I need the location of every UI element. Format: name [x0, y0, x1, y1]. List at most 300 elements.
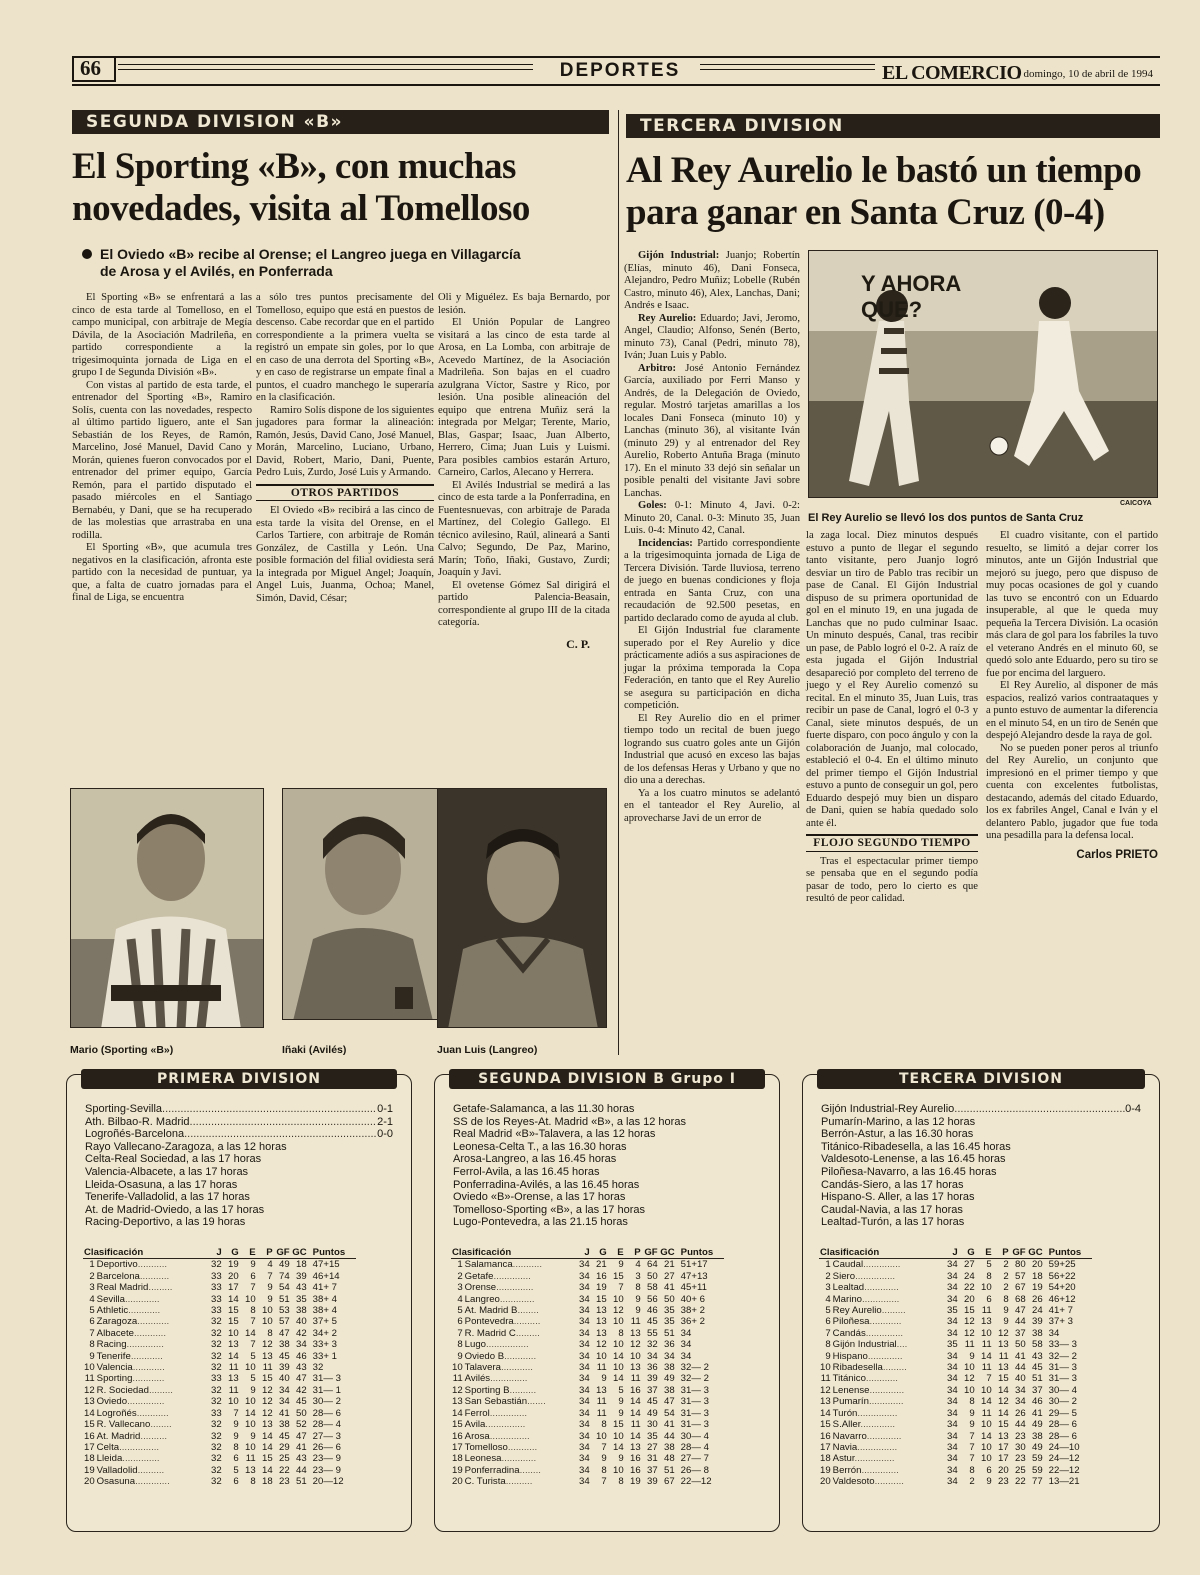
- standings-row: [451, 1362, 724, 1373]
- position-cell: 16: [84, 1430, 95, 1442]
- fixture-score: 2-1: [377, 1115, 393, 1128]
- stat-cell: 11: [981, 1339, 992, 1351]
- fixture-leader-dots: [184, 1128, 377, 1141]
- standings-row: [83, 1453, 356, 1464]
- stat-cell: 34: [579, 1305, 590, 1317]
- team-cell: R. Vallecano........: [96, 1419, 172, 1431]
- stat-cell: 7: [250, 1282, 256, 1294]
- standings-row: [451, 1351, 724, 1362]
- stat-cell: 7: [969, 1441, 975, 1453]
- fixture-teams: Logroñés-Barcelona: [85, 1128, 185, 1141]
- stat-cell: 45: [279, 1430, 290, 1442]
- stat-cell: 15: [964, 1305, 975, 1317]
- points-cell: 40+ 6: [680, 1293, 705, 1305]
- team-cell: Celta...............: [96, 1441, 160, 1453]
- stat-cell: 10: [613, 1293, 624, 1305]
- standings-row: [83, 1408, 356, 1419]
- points-cell: 20—12: [312, 1476, 344, 1488]
- stat-cell: 32: [211, 1430, 222, 1442]
- position-cell: 11: [452, 1373, 463, 1385]
- standings-row: [451, 1259, 724, 1271]
- stat-cell: 3: [635, 1270, 641, 1282]
- stat-cell: 9: [267, 1293, 273, 1305]
- stat-cell: 46: [647, 1305, 658, 1317]
- stat-cell: 10: [262, 1316, 273, 1328]
- team-cell: Valladolid..........: [96, 1464, 165, 1476]
- stat-cell: 9: [601, 1373, 607, 1385]
- stat-cell: 8: [1003, 1293, 1009, 1305]
- points-cell: 33+ 1: [312, 1350, 337, 1362]
- newspaper-logo: EL COMERCIO: [882, 62, 1022, 84]
- points-cell: 30— 4: [1048, 1384, 1077, 1396]
- standings-row: [819, 1339, 1092, 1350]
- standings-row: [83, 1465, 356, 1476]
- standings-row: [83, 1419, 356, 1430]
- stat-cell: 12: [262, 1396, 273, 1408]
- points-cell: 34+ 2: [312, 1327, 337, 1339]
- team-leader-dots: ..........: [509, 1384, 537, 1396]
- stat-cell: 22: [964, 1282, 975, 1294]
- stat-cell: 9: [250, 1430, 256, 1442]
- stat-cell: 34: [579, 1293, 590, 1305]
- team-leader-dots: ...........: [512, 1259, 542, 1271]
- points-cell: 47+13: [680, 1270, 708, 1282]
- left-subhead: [82, 246, 612, 280]
- stat-cell: 34: [1015, 1396, 1026, 1408]
- right-headline-line-1: Al Rey Aurelio le bastó un tiempo: [626, 150, 1142, 191]
- position-cell: 16: [452, 1430, 463, 1442]
- stat-cell: 9: [969, 1419, 975, 1431]
- fixtures-list: [453, 1103, 761, 1229]
- stat-cell: 11: [596, 1407, 607, 1419]
- stat-cell: 19: [228, 1259, 239, 1271]
- standings-row: [819, 1282, 1092, 1293]
- points-cell: 46+14: [312, 1270, 340, 1282]
- stat-cell: 14: [998, 1407, 1009, 1419]
- team-cell: Avila...............: [464, 1419, 526, 1431]
- stat-cell: 14: [262, 1430, 273, 1442]
- stat-cell: 34: [579, 1350, 590, 1362]
- team-leader-dots: .............: [869, 1384, 905, 1396]
- stat-cell: 9: [969, 1407, 975, 1419]
- stat-cell: 13: [596, 1327, 607, 1339]
- points-cell: 34: [1048, 1327, 1060, 1339]
- stat-cell: 14: [630, 1407, 641, 1419]
- stat-cell: 2: [1003, 1282, 1009, 1294]
- stat-cell: 54: [279, 1282, 290, 1294]
- stat-cell: 34: [947, 1476, 958, 1488]
- points-cell: 28— 6: [312, 1407, 341, 1419]
- fixture-row: [453, 1153, 761, 1166]
- stat-cell: 5: [986, 1259, 992, 1271]
- points-cell: 28— 6: [1048, 1430, 1077, 1442]
- team-leader-dots: ............: [136, 1407, 169, 1419]
- fixture-teams: Pumarín-Marino, a las 12 horas: [821, 1115, 976, 1128]
- header-rule-right: [700, 64, 875, 65]
- stat-cell: 32: [211, 1350, 222, 1362]
- stat-cell: 11: [998, 1350, 1009, 1362]
- stat-cell: 9: [618, 1259, 624, 1271]
- standings-row: [819, 1419, 1092, 1430]
- stat-cell: 10: [228, 1327, 239, 1339]
- results-box-title: SEGUNDA DIVISION B Grupo I: [449, 1069, 765, 1089]
- stat-cell: 41: [1015, 1350, 1026, 1362]
- team-leader-dots: .............: [867, 1350, 903, 1362]
- stat-cell: 34: [579, 1407, 590, 1419]
- position-cell: 20: [84, 1476, 95, 1488]
- left-headline-line-2: novedades, visita al Tomelloso: [72, 188, 530, 229]
- standings-row: [83, 1282, 356, 1293]
- position-cell: 17: [84, 1441, 95, 1453]
- standings-row: [819, 1316, 1092, 1327]
- team-cell: Tenerife............: [96, 1350, 163, 1362]
- points-cell: 29— 5: [1048, 1407, 1077, 1419]
- position-cell: 12: [820, 1384, 831, 1396]
- stat-cell: 22: [1015, 1476, 1026, 1488]
- fixture-row: [821, 1103, 1141, 1116]
- stat-cell: 49: [1032, 1419, 1043, 1431]
- standings-header: P: [625, 1247, 642, 1259]
- right-col1-label: Rey Aurelio:: [638, 312, 697, 324]
- stat-cell: 32: [211, 1259, 222, 1271]
- standings-row: [83, 1271, 356, 1282]
- left-col1-p3: El Sporting «B», que acumula tres negativos en la clasificación, afronta este partido con la necesidad de puntuar, ya que, a falta de cuatro jornadas para el final de Liga, se encuentra: [72, 542, 252, 603]
- stat-cell: 30: [1015, 1441, 1026, 1453]
- standings-row: [83, 1259, 356, 1271]
- standings-row: [451, 1282, 724, 1293]
- stat-cell: 8: [601, 1419, 607, 1431]
- points-cell: 27— 3: [312, 1430, 341, 1442]
- team-cell: Logroñés............: [96, 1407, 169, 1419]
- fixture-teams: SS de los Reyes-At. Madrid «B», a las 12 horas: [453, 1115, 686, 1128]
- stat-cell: 22: [279, 1464, 290, 1476]
- stat-cell: 10: [613, 1362, 624, 1374]
- points-cell: 45+11: [680, 1282, 707, 1294]
- left-col3-p2: El Unión Popular de Langreo visitará a las cinco de esta tarde al Arosa, en La Lomba, con arbitraje de Acevedo Martínez, de la Asociación Madrileña. Son bajas en el cuadro azulgrana Víctor, Sastre y Rico, por lesión. Una posible alineación del equipo que entrena Muñiz será la integrada por Melgar; Terente, Mario, Blas, Gaspar; Isaac, Juan Alberto, Herrero, Cima; Juan Luis y Luismi. Para posibles cambios estarán Arturo, Carneiro, Carlos, Alecano y Herrera.: [438, 317, 610, 478]
- team-cell: Talavera............: [464, 1362, 533, 1374]
- points-cell: 26— 6: [312, 1441, 341, 1453]
- stat-cell: 8: [986, 1270, 992, 1282]
- stat-cell: 17: [998, 1441, 1009, 1453]
- standings-row: [819, 1453, 1092, 1464]
- standings-row: [83, 1316, 356, 1327]
- points-cell: 22—12: [1048, 1464, 1080, 1476]
- fixture-row: [453, 1166, 761, 1179]
- left-col-3: [438, 292, 610, 650]
- position-cell: 3: [89, 1282, 95, 1294]
- stat-cell: 32: [211, 1453, 222, 1465]
- stat-cell: 7: [969, 1453, 975, 1465]
- position-cell: 11: [84, 1373, 95, 1385]
- left-col3-p1: Oli y Miguélez. Es baja Bernardo, por lesión.: [438, 292, 610, 316]
- stat-cell: 47: [1015, 1305, 1026, 1317]
- stat-cell: 8: [250, 1476, 256, 1488]
- standings-header: Puntos: [1044, 1247, 1092, 1259]
- fixture-teams: Ponferradina-Avilés, a las 16.45 horas: [453, 1178, 640, 1191]
- stat-cell: 26: [1032, 1293, 1043, 1305]
- standings-row: [451, 1476, 724, 1487]
- stat-cell: 14: [981, 1396, 992, 1408]
- team-cell: Barcelona...........: [96, 1270, 170, 1282]
- team-cell: Arosa...............: [464, 1430, 530, 1442]
- standings-table: [83, 1247, 356, 1488]
- stat-cell: 34: [579, 1270, 590, 1282]
- stat-cell: 34: [579, 1259, 590, 1271]
- stat-cell: 8: [635, 1282, 641, 1294]
- stat-cell: 10: [981, 1327, 992, 1339]
- standings-row: [451, 1339, 724, 1350]
- team-leader-dots: ........: [150, 1419, 172, 1431]
- standings-row: [83, 1328, 356, 1339]
- position-cell: 19: [84, 1464, 95, 1476]
- stat-cell: 44: [296, 1464, 307, 1476]
- team-leader-dots: ...........: [139, 1270, 170, 1282]
- stat-cell: 6: [233, 1476, 239, 1488]
- stat-cell: 39: [647, 1373, 658, 1385]
- fixture-teams: Ath. Bilbao-R. Madrid: [85, 1115, 190, 1128]
- position-cell: 12: [84, 1384, 95, 1396]
- team-leader-dots: .............: [135, 1476, 170, 1488]
- team-leader-dots: ............: [500, 1362, 533, 1374]
- team-leader-dots: ..............: [489, 1407, 528, 1419]
- points-cell: 41+ 7: [1048, 1305, 1073, 1317]
- stat-cell: 13: [998, 1362, 1009, 1374]
- fixture-row: [85, 1191, 393, 1204]
- fixture-row: [821, 1166, 1141, 1179]
- points-cell: 31— 3: [1048, 1373, 1077, 1385]
- fixture-row: [821, 1116, 1141, 1129]
- position-cell: 19: [452, 1464, 463, 1476]
- stat-cell: 34: [947, 1373, 958, 1385]
- points-cell: 30— 2: [312, 1396, 341, 1408]
- position-cell: 2: [825, 1270, 831, 1282]
- stat-cell: 35: [947, 1305, 958, 1317]
- stat-cell: 34: [947, 1453, 958, 1465]
- stat-cell: 13: [262, 1419, 273, 1431]
- position-cell: 20: [820, 1476, 831, 1488]
- photo-mario: [70, 788, 264, 1028]
- stat-cell: 8: [601, 1464, 607, 1476]
- stat-cell: 13: [262, 1350, 273, 1362]
- position-cell: 14: [820, 1407, 831, 1419]
- stat-cell: 45: [296, 1396, 307, 1408]
- team-cell: Gijón Industrial....: [832, 1339, 908, 1351]
- team-leader-dots: ..............: [496, 1282, 534, 1294]
- standings-row: [83, 1385, 356, 1396]
- fixture-teams: Caudal-Navia, a las 17 horas: [821, 1203, 963, 1216]
- stat-cell: 41: [664, 1282, 675, 1294]
- team-cell: Zaragoza............: [96, 1316, 170, 1328]
- position-cell: 11: [820, 1373, 831, 1385]
- stat-cell: 7: [601, 1441, 607, 1453]
- fixture-row: [85, 1141, 393, 1154]
- stat-cell: 33: [211, 1293, 222, 1305]
- team-leader-dots: ............: [134, 1327, 167, 1339]
- fixture-teams: Berrón-Astur, a las 16.30 horas: [821, 1128, 974, 1141]
- stat-cell: 47: [664, 1396, 675, 1408]
- stat-cell: 34: [947, 1464, 958, 1476]
- fixture-row: [85, 1103, 393, 1116]
- stat-cell: 7: [233, 1407, 239, 1419]
- stat-cell: 34: [579, 1476, 590, 1488]
- fixture-row: [453, 1103, 761, 1116]
- stat-cell: 44: [664, 1430, 675, 1442]
- stat-cell: 41: [664, 1419, 675, 1431]
- stat-cell: 13: [596, 1316, 607, 1328]
- stat-cell: 8: [969, 1396, 975, 1408]
- stat-cell: 14: [613, 1350, 624, 1362]
- team-leader-dots: ..............: [863, 1259, 901, 1271]
- stat-cell: 36: [664, 1339, 675, 1351]
- stat-cell: 10: [981, 1282, 992, 1294]
- team-cell: Siero...............: [832, 1270, 896, 1282]
- stat-cell: 32: [211, 1419, 222, 1431]
- team-cell: Athletic............: [96, 1305, 161, 1317]
- team-leader-dots: ..............: [493, 1270, 531, 1282]
- stat-cell: 12: [998, 1327, 1009, 1339]
- standings-row: [83, 1351, 356, 1362]
- stat-cell: 9: [635, 1293, 641, 1305]
- stat-cell: 12: [262, 1384, 273, 1396]
- stat-cell: 13: [998, 1430, 1009, 1442]
- page-number: 66: [80, 56, 101, 80]
- stat-cell: 10: [262, 1305, 273, 1317]
- stat-cell: 23: [998, 1476, 1009, 1488]
- stat-cell: 45: [279, 1350, 290, 1362]
- stat-cell: 9: [1003, 1316, 1009, 1328]
- team-cell: Real Madrid.........: [96, 1282, 173, 1294]
- stat-cell: 40: [279, 1373, 290, 1385]
- team-leader-dots: .............: [864, 1282, 899, 1294]
- stat-cell: 11: [596, 1396, 607, 1408]
- fixture-row: [85, 1128, 393, 1141]
- team-cell: Tomelloso...........: [464, 1441, 538, 1453]
- right-col1-label: Goles:: [638, 500, 667, 511]
- stat-cell: 39: [647, 1476, 658, 1488]
- stat-cell: 41: [279, 1407, 290, 1419]
- team-leader-dots: ..............: [865, 1327, 904, 1339]
- banner-text: Y AHORA QUE?: [861, 271, 961, 322]
- stat-cell: 57: [1015, 1270, 1026, 1282]
- stat-cell: 37: [647, 1464, 658, 1476]
- standings-row: [83, 1339, 356, 1350]
- stat-cell: 10: [613, 1430, 624, 1442]
- right-col3-p2: El Rey Aurelio, al disponer de más espacios, realizó varios contraataques y a punto estuvo de aumentar la diferencia en el minuto 54, en un tiro de Senén que despejó Alejandro desde la raya de gol.: [986, 680, 1158, 741]
- team-leader-dots: ..............: [862, 1293, 900, 1305]
- stat-cell: 55: [647, 1327, 658, 1339]
- stat-cell: 12: [964, 1373, 975, 1385]
- stat-cell: 8: [233, 1441, 239, 1453]
- standings-header: G: [591, 1247, 608, 1259]
- points-cell: 22—12: [680, 1476, 712, 1488]
- team-cell: Ribadesella.........: [832, 1362, 907, 1374]
- otros-partidos-title: OTROS PARTIDOS: [256, 484, 434, 502]
- stat-cell: 34: [947, 1362, 958, 1374]
- team-cell: Avilés..............: [464, 1373, 528, 1385]
- fixture-teams: Rayo Vallecano-Zaragoza, a las 12 horas: [85, 1140, 287, 1153]
- stat-cell: 34: [647, 1350, 658, 1362]
- stat-cell: 15: [228, 1305, 239, 1317]
- team-leader-dots: ...............: [857, 1441, 898, 1453]
- fixture-row: [453, 1116, 761, 1129]
- fixture-row: [821, 1141, 1141, 1154]
- stat-cell: 13: [228, 1339, 239, 1351]
- stat-cell: 32: [211, 1476, 222, 1488]
- points-cell: 31— 3: [1048, 1362, 1077, 1374]
- header-rule-left-2: [118, 69, 533, 70]
- standings-row: [451, 1328, 724, 1339]
- stat-cell: 11: [228, 1362, 239, 1374]
- stat-cell: 15: [998, 1419, 1009, 1431]
- position-cell: 8: [825, 1339, 831, 1351]
- stat-cell: 20: [1032, 1259, 1043, 1271]
- stat-cell: 7: [601, 1476, 607, 1488]
- stat-cell: 35: [296, 1293, 307, 1305]
- stat-cell: 23: [279, 1476, 290, 1488]
- position-cell: 4: [89, 1293, 95, 1305]
- stat-cell: 34: [579, 1362, 590, 1374]
- fixture-teams: Leonesa-Celta T., a las 16.30 horas: [453, 1140, 627, 1153]
- team-cell: C. Turista..........: [464, 1476, 533, 1488]
- team-leader-dots: ...........: [507, 1441, 538, 1453]
- standings-header: J: [942, 1247, 959, 1259]
- points-cell: 30— 2: [1048, 1396, 1077, 1408]
- position-cell: 13: [452, 1396, 463, 1408]
- stat-cell: 10: [596, 1350, 607, 1362]
- stat-cell: 10: [245, 1293, 256, 1305]
- stat-cell: 11: [630, 1419, 641, 1431]
- stat-cell: 14: [630, 1396, 641, 1408]
- stat-cell: 14: [630, 1430, 641, 1442]
- header-rule-right-2: [700, 69, 875, 70]
- left-col1-p2: Con vistas al partido de esta tarde, el entrenador del Sporting «B», Ramiro Solís, cuenta con las novedades, respecto al último partido liguero, ante el San Sebastián de los Reyes, de Ramón, Marcelino, José Manuel, David Cano y Morán, quienes fueron convocados por el entrenador del primer equipo, García Remón, para el partido disputado el pasado miércoles en el Santiago Bernabéu, y Dani, que se ha recuperado de las molestias que arrastraba en una rodilla.: [72, 379, 252, 541]
- points-cell: 31— 3: [680, 1384, 709, 1396]
- points-cell: 24—10: [1048, 1441, 1080, 1453]
- position-cell: 6: [825, 1316, 831, 1328]
- position-cell: 19: [820, 1464, 831, 1476]
- stat-cell: 37: [1032, 1384, 1043, 1396]
- points-cell: 28— 6: [1048, 1419, 1077, 1431]
- stat-cell: 54: [664, 1407, 675, 1419]
- stat-cell: 11: [964, 1339, 975, 1351]
- position-cell: 10: [84, 1362, 95, 1374]
- stat-cell: 7: [969, 1430, 975, 1442]
- stat-cell: 16: [596, 1270, 607, 1282]
- stat-cell: 38: [1032, 1430, 1043, 1442]
- stat-cell: 34: [664, 1350, 675, 1362]
- fixture-leader-dots: [190, 1116, 378, 1129]
- position-cell: 6: [89, 1316, 95, 1328]
- stat-cell: 51: [664, 1464, 675, 1476]
- left-col2-p1: a sólo tres puntos precisamente del Tomelloso, equipo que está en puestos de descenso. Cabe recordar que en el partido correspondiente a la primera vuelta se registró un empate sin goles, por lo que en caso de una derrota del Sporting «B», y en caso de registrarse un empate final a puntos, el cuadro manchego le superaría en la clasificación.: [256, 292, 434, 403]
- standings-row: [451, 1316, 724, 1327]
- stat-cell: 58: [647, 1282, 658, 1294]
- stat-cell: 8: [267, 1327, 273, 1339]
- team-leader-dots: .......: [527, 1396, 546, 1408]
- fixture-row: [453, 1141, 761, 1154]
- stat-cell: 44: [1015, 1419, 1026, 1431]
- stat-cell: 46: [1032, 1396, 1043, 1408]
- team-leader-dots: .............: [499, 1293, 535, 1305]
- fixture-teams: Titánico-Ribadesella, a las 16.45 horas: [821, 1140, 1011, 1153]
- stat-cell: 10: [981, 1419, 992, 1431]
- stat-cell: 52: [296, 1419, 307, 1431]
- fixture-score: 0-4: [1125, 1103, 1141, 1115]
- left-section-bar: SEGUNDA DIVISION «B»: [72, 110, 609, 134]
- stat-cell: 51: [296, 1476, 307, 1488]
- stat-cell: 2: [1003, 1259, 1009, 1271]
- standings-row: [819, 1259, 1092, 1271]
